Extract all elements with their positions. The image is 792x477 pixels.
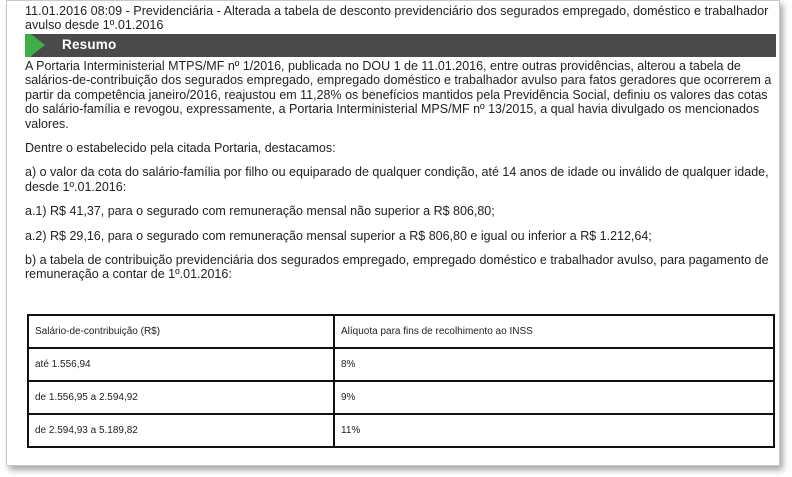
inss-contribution-table <box>27 314 775 448</box>
article-body <box>25 59 777 292</box>
table-header-cell: Salário-de-contribuição (R$) <box>28 315 334 348</box>
paragraph-intro: A Portaria Interministerial MTPS/MF nº 1/2016, publicada no DOU 1 de 11.01.2016, entre outras providências, alterou a tabela de salários-de-contribuição dos segurados empregado, empregado doméstico e trabalhador avulso para fatos geradores que ocorrerem a partir da competência janeiro/2016, reajustou em 11,28% os benefícios mantidos pela Previdência Social, definiu os valores das cotas do salário-família e revogou, expressamente, a Portaria Interministerial MPS/MF nº 13/2015, a qual havia divulgado os mencionados valores. <box>25 59 772 131</box>
table-cell: até 1.556,94 <box>28 348 334 381</box>
paragraph-item-a: a) o valor da cota do salário-família por filho ou equiparado de qualquer condição, até 14 anos de idade ou inválido de qualquer idade, desde 1º.01.2016: <box>25 165 769 194</box>
table-header-cell: Alíquota para fins de recolhimento ao INSS <box>334 315 774 348</box>
table-cell: 11% <box>334 414 774 447</box>
table-row <box>28 348 774 381</box>
summary-header-bar <box>25 34 776 57</box>
summary-title: Resumo <box>62 37 117 52</box>
table-row <box>28 414 774 447</box>
table-row <box>28 381 774 414</box>
paragraph-item-a2: a.2) R$ 29,16, para o segurado com remuneração mensal superior a R$ 806,80 e igual ou inferior a R$ 1.212,64; <box>25 228 652 243</box>
table-cell: de 2.594,93 a 5.189,82 <box>28 414 334 447</box>
table-header-row <box>28 315 774 348</box>
paragraph-highlight: Dentre o estabelecido pela citada Portaria, destacamos: <box>25 141 336 156</box>
article-headline: 11.01.2016 08:09 - Previdenciária - Alterada a tabela de desconto previdenciário dos segurados empregado, doméstico e trabalhador avulso desde 1º.01.2016 <box>25 4 769 32</box>
table-cell: 8% <box>334 348 774 381</box>
article-frame <box>6 0 780 466</box>
table-cell: 9% <box>334 381 774 414</box>
paragraph-item-a1: a.1) R$ 41,37, para o segurado com remuneração mensal não superior a R$ 806,80; <box>25 204 495 219</box>
paragraph-item-b: b) a tabela de contribuição previdenciária dos segurados empregado, empregado doméstico e trabalhador avulso, para pagamento de remuneração a contar de 1º.01.2016: <box>25 253 769 282</box>
table-cell: de 1.556,95 a 2.594,92 <box>28 381 334 414</box>
summary-arrow-icon <box>31 34 45 56</box>
